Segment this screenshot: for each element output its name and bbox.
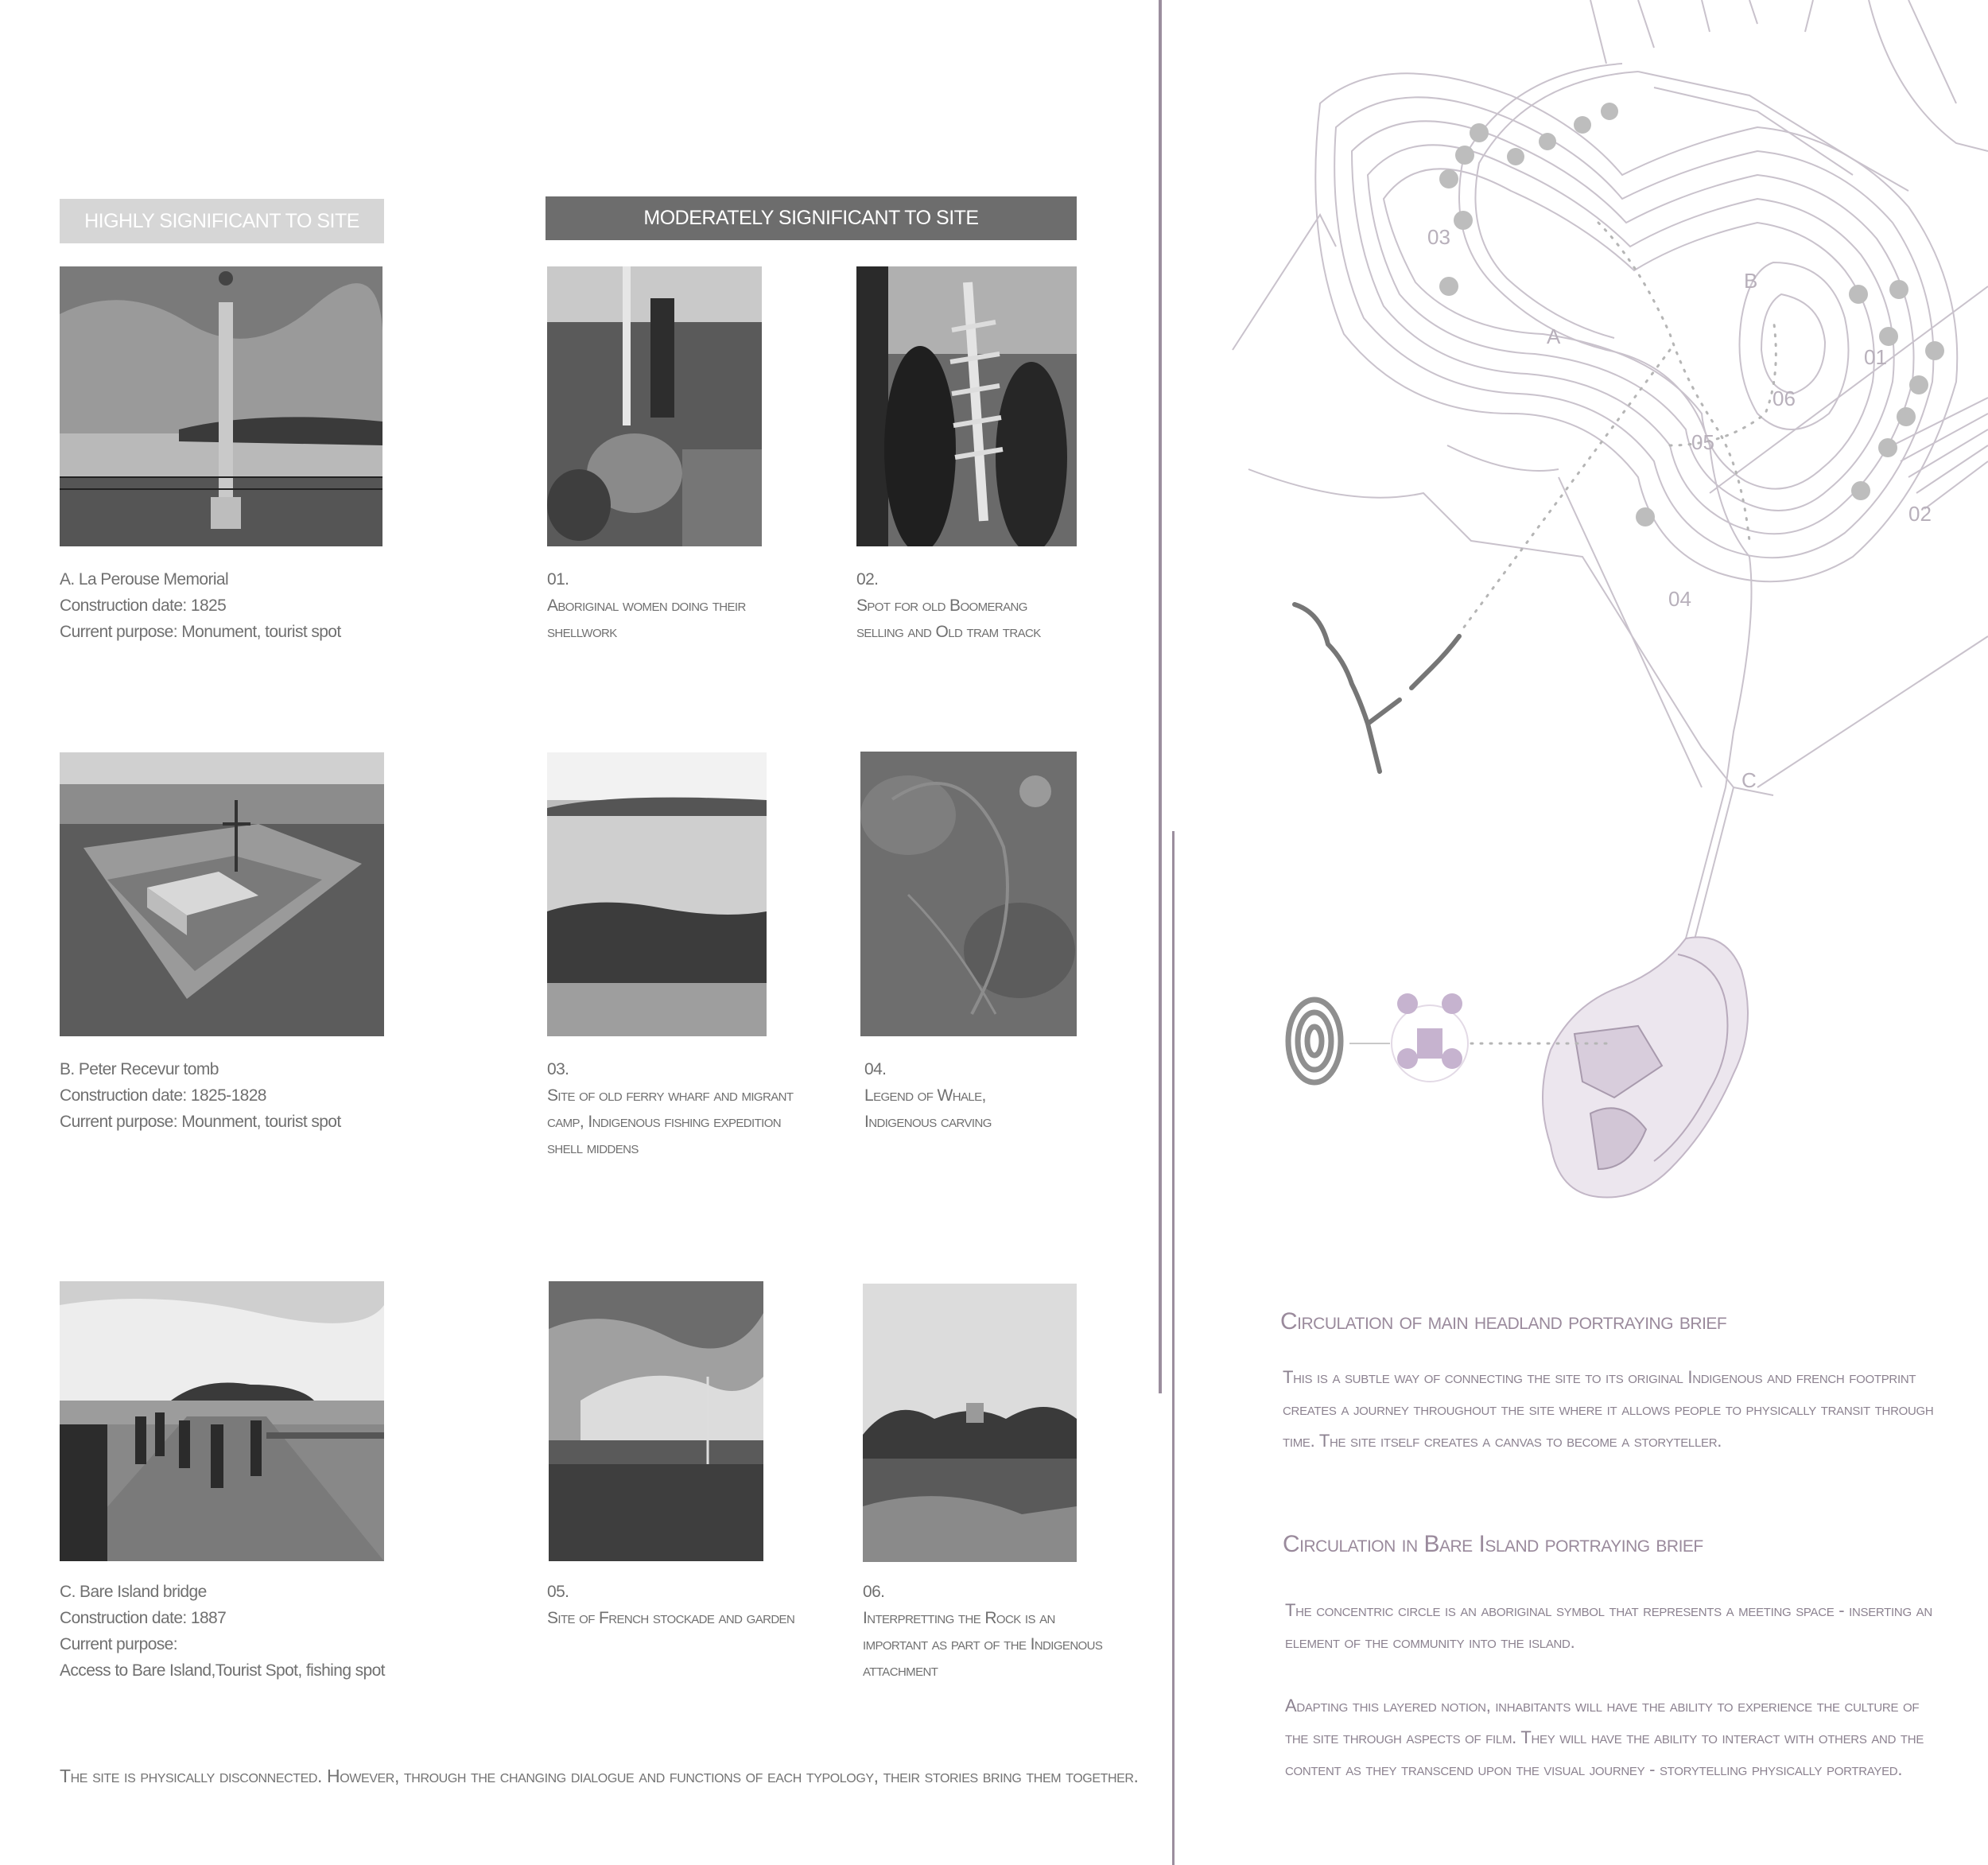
section-text-bare-island-2: Adapting this layered notion, inhabitants will have the ability to experience the culture of the site through aspects of film. They will have the ability to interact with others and the content as they transcend upon the visual journey - storytelling physically portrayed.: [1285, 1696, 1924, 1779]
map-label-01: 01: [1864, 345, 1887, 369]
caption-06: 06. Interpretting the Rock is an important as part of the Indigenous attachment: [863, 1583, 1103, 1680]
caption-b: B. Peter Recevur tomb Construction date: 1825-1828 Current purpose: Mounment, tourist spot: [60, 1060, 341, 1131]
photo-02: [856, 266, 1077, 546]
section-heading-headland: Circulation of main headland portraying brief: [1280, 1308, 1727, 1335]
caption-01: 01. Aboriginal women doing their shellwork: [547, 570, 746, 641]
caption-a: A. La Perouse Memorial Construction date: 1825 Current purpose: Monument, tourist spot: [60, 570, 341, 641]
site-map: [1225, 0, 1988, 1241]
photo-03: [547, 752, 767, 1036]
photo-la-perouse-memorial: [60, 266, 382, 546]
moderately-significant-label: MODERATELY SIGNIFICANT TO SITE: [643, 207, 979, 229]
page-divider-lower: [1172, 831, 1175, 1865]
section-heading-bare-island: Circulation in Bare Island portraying brief: [1283, 1531, 1703, 1557]
photo-bare-island-bridge: [60, 1281, 384, 1561]
photo-06: [863, 1284, 1077, 1562]
photo-05: [549, 1281, 763, 1561]
section-text-bare-island-1: The concentric circle is an aboriginal symbol that represents a meeting space - inserting an element of the community into the island.: [1285, 1600, 1932, 1652]
map-label-c: C: [1741, 768, 1757, 792]
map-label-06: 06: [1773, 387, 1796, 410]
map-label-05: 05: [1691, 430, 1714, 454]
photo-01: [547, 266, 762, 546]
caption-05: 05. Site of French stockade and garden: [547, 1583, 795, 1627]
footer-statement: The site is physically disconnected. However, through the changing dialogue and functions of each typology, their stories bring them together.: [60, 1766, 1139, 1786]
highly-significant-header: [60, 199, 384, 243]
moderately-significant-header: [546, 196, 1077, 240]
map-label-03: 03: [1427, 225, 1450, 249]
caption-c: C. Bare Island bridge Construction date: 1887 Current purpose: Access to Bare Island,Tourist Spot, fishing spot: [60, 1583, 385, 1680]
meeting-space-icon: [1392, 993, 1468, 1082]
page-divider: [1159, 0, 1162, 1393]
map-label-04: 04: [1668, 587, 1691, 611]
photo-04: [860, 752, 1077, 1036]
caption-03: 03. Site of old ferry wharf and migrant camp, Indigenous fishing expedition shell middens: [547, 1060, 794, 1157]
section-text-headland: This is a subtle way of connecting the site to its original Indigenous and french footprint creates a journey throughout the site where it allows people to physically transit through time. The site itself creates a canvas to become a storyteller.: [1283, 1367, 1934, 1451]
map-label-02: 02: [1908, 502, 1932, 526]
caption-02: 02. Spot for old Boomerang selling and Old tram track: [856, 570, 1041, 641]
map-label-b: B: [1744, 269, 1758, 293]
caption-04: 04. Legend of Whale, Indigenous carving: [864, 1060, 992, 1131]
map-label-a: A: [1547, 324, 1561, 348]
concentric-circle-icon: [1288, 1000, 1341, 1082]
highly-significant-label: HIGHLY SIGNIFICANT TO SITE: [84, 209, 359, 232]
photo-peter-recevur-tomb: [60, 752, 384, 1036]
